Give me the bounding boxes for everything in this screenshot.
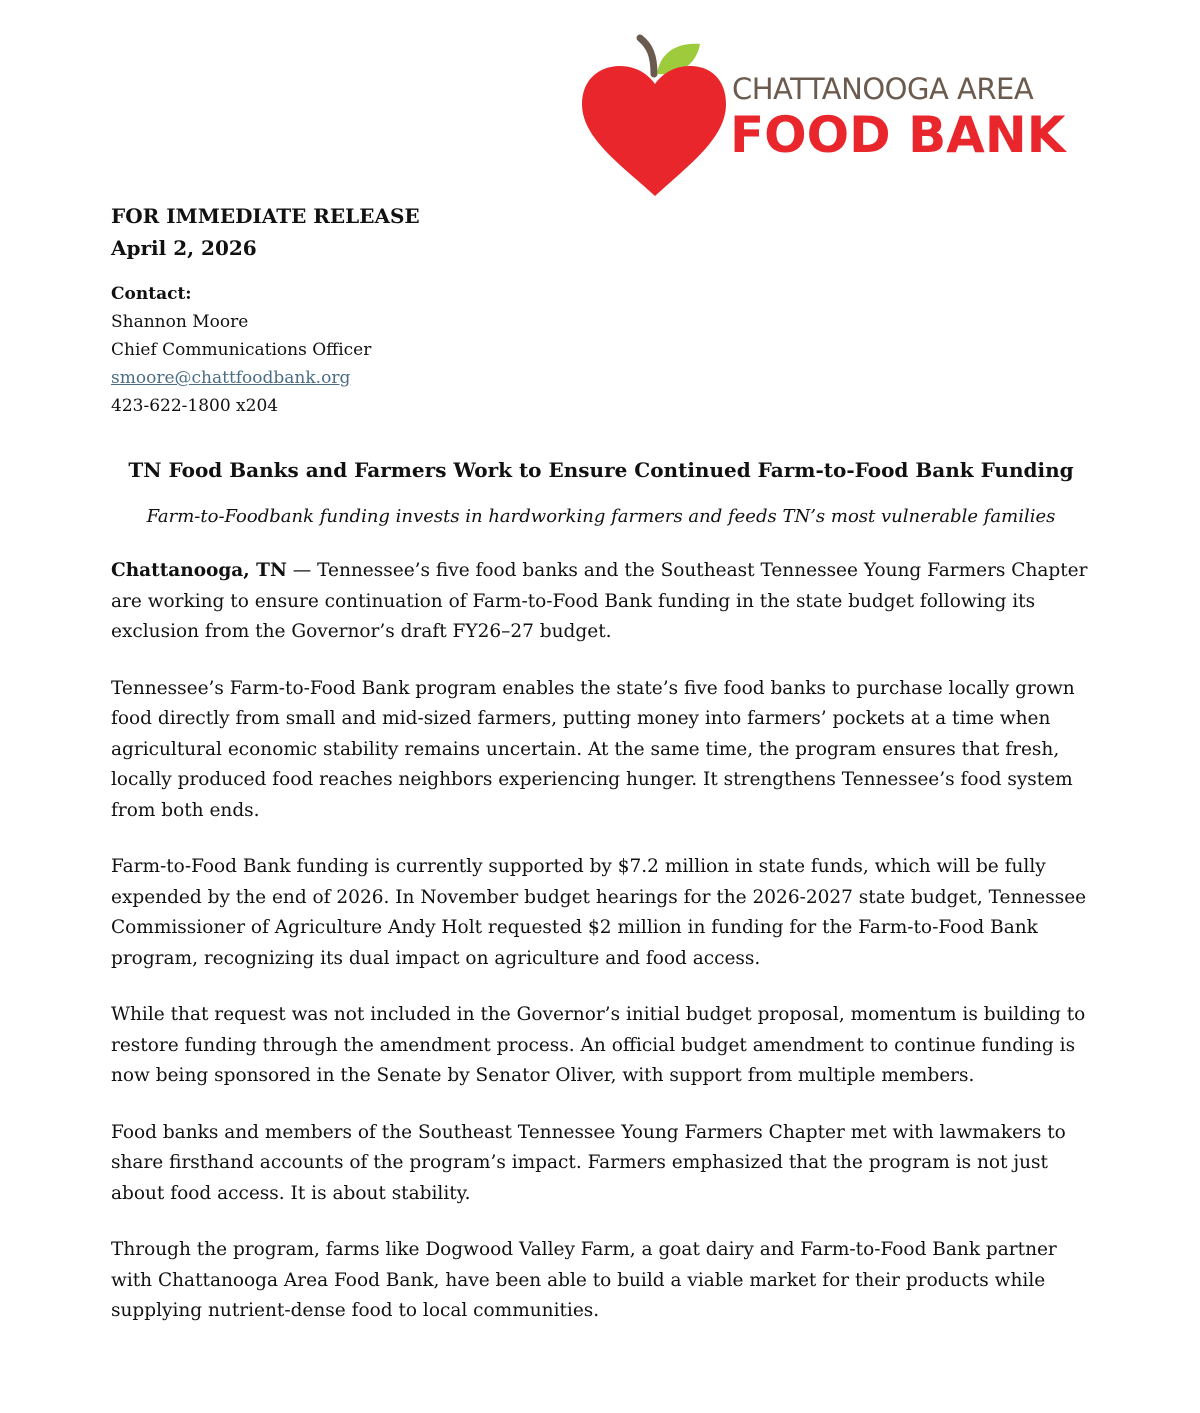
paragraph-3: Farm-to-Food Bank funding is currently supported by $7.2 million in state funds, which will be fully expended by the end of 2026. In November budget hearings for the 2026-2027 state budget, Tennessee Commissioner of Agriculture Andy Holt requested $2 million in funding for the Farm-to-Food Bank program, recognizing its dual impact on agriculture and food access. <box>111 856 1087 969</box>
paragraph-4: While that request was not included in the Governor’s initial budget proposal, momentum is building to restore funding through the amendment process. An official budget amendment to continue funding is now being sponsored in the Senate by Senator Oliver, with support from multiple members. <box>111 1004 1086 1086</box>
release-date: April 2, 2026 <box>111 236 257 260</box>
paragraph-1 <box>111 556 1091 648</box>
org-name-line1: CHATTANOOGA AREA <box>732 72 1034 106</box>
contact-label: Contact: <box>111 284 192 304</box>
release-label: FOR IMMEDIATE RELEASE <box>111 204 420 228</box>
organization-logo <box>580 34 1080 200</box>
dateline: Chattanooga, TN <box>111 560 287 581</box>
org-name-line2: FOOD BANK <box>730 106 1066 164</box>
paragraph-6: Through the program, farms like Dogwood Valley Farm, a goat dairy and Farm-to-Food Bank partner with Chattanooga Area Food Bank, have been able to build a viable market for their products while supplying nutrient-dense food to local communities. <box>111 1239 1057 1321</box>
paragraph-2: Tennessee’s Farm-to-Food Bank program enables the state’s five food banks to purchase locally grown food directly from small and mid-sized farmers, putting money into farmers’ pockets at a time when agricultural economic stability remains uncertain. At the same time, the program ensures that fresh, locally produced food reaches neighbors experiencing hunger. It strengthens Tennessee’s food system from both ends. <box>111 677 1075 821</box>
contact-email-link[interactable]: smoore@chattfoodbank.org <box>111 368 351 388</box>
contact-name: Shannon Moore <box>111 312 249 332</box>
contact-title: Chief Communications Officer <box>111 340 372 360</box>
headline: TN Food Banks and Farmers Work to Ensure Continued Farm-to-Food Bank Funding <box>128 458 1074 482</box>
press-release <box>111 200 1091 1327</box>
paragraph-5: Food banks and members of the Southeast Tennessee Young Farmers Chapter met with lawmakers to share firsthand accounts of the program’s impact. Farmers emphasized that the program is not just about food access. It is about stability. <box>111 1121 1066 1204</box>
subheadline: Farm-to-Foodbank funding invests in hardworking farmers and feeds TN’s most vulnerable families <box>146 506 1056 527</box>
contact-block <box>111 280 1091 420</box>
paragraph-1-text: — Tennessee’s five food banks and the Southeast Tennessee Young Farmers Chapter are working to ensure continuation of Farm-to-Food Bank funding in the state budget following its exclusion from the Governor’s draft FY26–27 budget. <box>111 560 1088 642</box>
contact-phone: 423-622-1800 x204 <box>111 396 279 416</box>
apple-heart-icon <box>580 34 730 200</box>
